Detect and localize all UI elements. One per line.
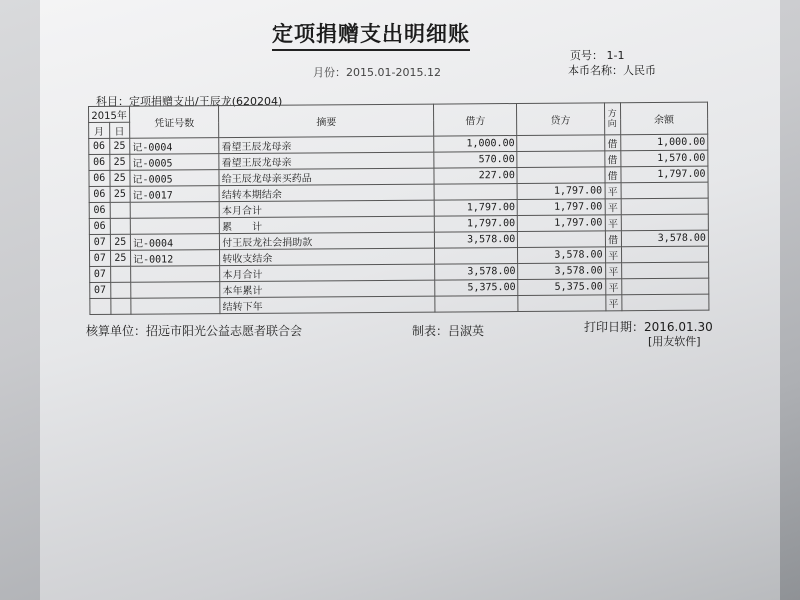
debit-cell: 1,797.00	[434, 216, 517, 233]
voucher-cell	[130, 202, 219, 219]
balance-cell	[622, 294, 709, 311]
credit-cell: 1,797.00	[518, 215, 605, 232]
debit-cell: 1,797.00	[434, 200, 517, 217]
debit-cell: 3,578.00	[435, 264, 518, 281]
month-cell: 06	[89, 138, 110, 154]
balance-cell	[621, 182, 708, 199]
day-cell: 25	[109, 170, 130, 186]
direction-cell: 平	[605, 199, 621, 215]
credit-cell: 1,797.00	[517, 183, 604, 200]
summary-cell: 看望王辰龙母亲	[219, 152, 434, 170]
month-header: 月	[89, 122, 110, 138]
credit-header: 贷方	[517, 103, 604, 136]
voucher-cell	[130, 218, 219, 235]
month-cell	[90, 298, 111, 314]
debit-cell	[434, 184, 517, 201]
voucher-cell: 记-0012	[131, 250, 220, 267]
summary-header: 摘要	[219, 104, 434, 137]
month-cell: 07	[90, 266, 111, 282]
direction-cell: 平	[605, 279, 621, 295]
direction-cell: 平	[605, 295, 621, 311]
month-cell: 06	[89, 186, 110, 202]
balance-cell: 1,570.00	[621, 150, 708, 167]
direction-cell: 借	[604, 167, 620, 183]
balance-cell	[621, 246, 708, 263]
day-cell: 25	[109, 138, 130, 154]
balance-cell	[621, 214, 708, 231]
page-number: 页号： 1-1	[570, 49, 625, 62]
day-cell	[110, 202, 131, 218]
balance-cell	[621, 278, 708, 295]
day-cell: 25	[110, 186, 131, 202]
currency-label: 本币名称：人民币	[568, 64, 656, 77]
summary-cell: 给王辰龙母亲买药品	[219, 168, 434, 186]
day-cell	[110, 298, 131, 314]
day-cell	[110, 266, 131, 282]
balance-cell: 1,000.00	[620, 134, 707, 151]
day-header: 日	[109, 122, 130, 138]
prepared-by: 制表：吕淑英	[412, 324, 485, 338]
summary-cell: 本月合计	[219, 200, 434, 218]
debit-cell: 1,000.00	[434, 136, 517, 153]
day-cell	[110, 218, 131, 234]
credit-cell: 3,578.00	[518, 263, 605, 280]
credit-cell: 5,375.00	[518, 279, 605, 296]
direction-cell: 平	[605, 263, 621, 279]
voucher-cell: 记-0005	[130, 154, 219, 171]
summary-cell: 本年累计	[220, 280, 435, 298]
summary-cell: 结转本期结余	[219, 184, 434, 202]
print-date: 打印日期：2016.01.30	[584, 320, 713, 334]
month-cell: 06	[89, 202, 110, 218]
voucher-cell: 记-0005	[130, 170, 219, 187]
direction-cell: 借	[604, 151, 620, 167]
day-cell	[110, 282, 131, 298]
direction-cell: 借	[604, 135, 620, 151]
subject-label: 科目：定项捐赠支出/王辰龙(620204)	[96, 95, 283, 108]
summary-cell: 本月合计	[220, 264, 435, 282]
day-cell: 25	[110, 234, 131, 250]
credit-cell: 3,578.00	[518, 247, 605, 264]
summary-cell: 转收支结余	[220, 248, 435, 266]
credit-cell	[517, 135, 604, 152]
voucher-cell: 记-0004	[130, 138, 219, 155]
summary-cell: 累 计	[220, 216, 435, 234]
voucher-cell	[131, 266, 220, 283]
debit-cell	[435, 248, 518, 265]
direction-cell: 平	[605, 183, 621, 199]
debit-cell: 5,375.00	[435, 280, 518, 297]
voucher-cell	[131, 298, 220, 315]
document-title: 定项捐赠支出明细账	[272, 18, 470, 51]
month-cell: 06	[89, 218, 110, 234]
debit-cell: 570.00	[434, 152, 517, 169]
debit-cell: 3,578.00	[435, 232, 518, 249]
debit-header: 借方	[434, 104, 517, 137]
header-row-1	[89, 102, 708, 122]
voucher-header: 凭证号数	[130, 106, 219, 139]
month-cell: 07	[90, 282, 111, 298]
summary-cell: 结转下年	[220, 296, 435, 314]
direction-header: 方向	[604, 103, 620, 135]
debit-cell	[435, 296, 518, 313]
debit-cell: 227.00	[434, 168, 517, 185]
ledger-body	[89, 134, 709, 314]
balance-cell: 3,578.00	[621, 230, 708, 247]
balance-cell: 1,797.00	[621, 166, 708, 183]
month-cell: 07	[90, 250, 111, 266]
voucher-cell: 记-0017	[130, 186, 219, 203]
credit-cell	[518, 231, 605, 248]
balance-cell	[621, 198, 708, 215]
direction-cell: 平	[605, 247, 621, 263]
month-cell: 06	[89, 154, 110, 170]
year-header: 2015年	[89, 106, 130, 122]
credit-cell	[517, 151, 604, 168]
month-cell: 06	[89, 170, 110, 186]
ledger-table	[88, 102, 709, 315]
voucher-cell	[131, 282, 220, 299]
credit-cell	[518, 295, 605, 312]
balance-cell	[621, 262, 708, 279]
credit-cell	[517, 167, 604, 184]
credit-cell: 1,797.00	[517, 199, 604, 216]
voucher-cell: 记-0004	[130, 234, 219, 251]
direction-cell: 平	[605, 215, 621, 231]
period-label: 月份：2015.01-2015.12	[313, 66, 441, 79]
day-cell: 25	[109, 154, 130, 170]
direction-cell: 借	[605, 231, 621, 247]
balance-header: 余额	[620, 102, 707, 135]
accounting-unit: 核算单位：招远市阳光公益志愿者联合会	[86, 324, 303, 338]
month-cell: 07	[89, 234, 110, 250]
day-cell: 25	[110, 250, 131, 266]
software-stamp: [用友软件]	[648, 335, 701, 348]
summary-cell: 看望王辰龙母亲	[219, 136, 434, 154]
summary-cell: 付王辰龙社会捐助款	[220, 232, 435, 250]
